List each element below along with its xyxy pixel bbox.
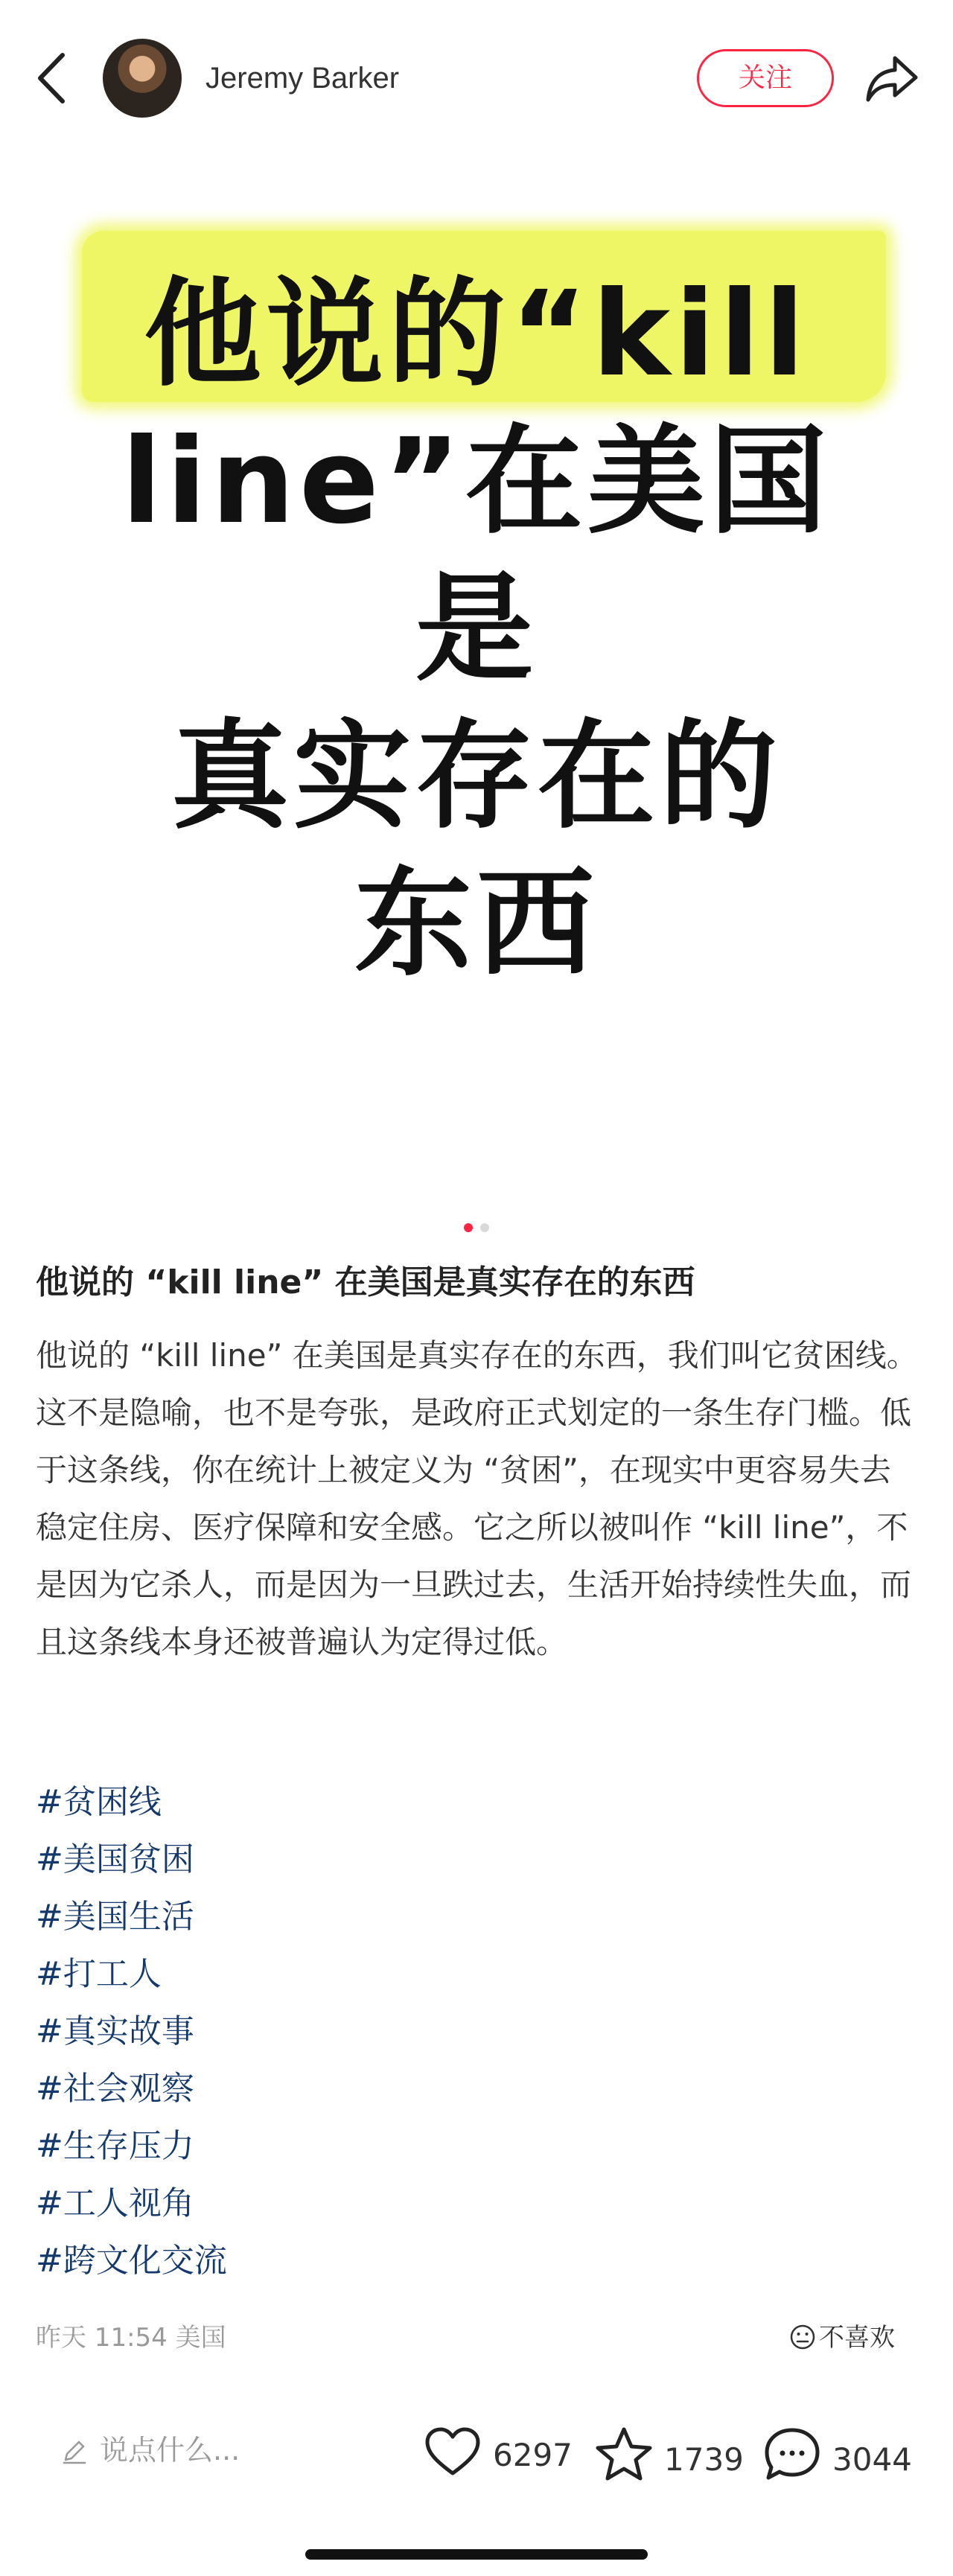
cover-title-line: 真实存在的 xyxy=(171,708,782,845)
avatar[interactable] xyxy=(103,39,182,118)
heart-icon xyxy=(423,2426,482,2478)
carousel-dot xyxy=(480,1223,489,1232)
cover-title-line: line”在美国是 xyxy=(121,413,832,698)
home-indicator[interactable] xyxy=(305,2549,648,2560)
comment-count: 3044 xyxy=(832,2441,912,2478)
like-button[interactable] xyxy=(423,2426,573,2475)
hashtag-link[interactable]: #工人视角 xyxy=(36,2184,194,2222)
dislike-button[interactable] xyxy=(789,2320,895,2356)
post-meta: 昨天 11:54 美国 xyxy=(36,2323,226,2353)
comment-input[interactable] xyxy=(60,2426,357,2475)
hashtag-link[interactable]: #打工人 xyxy=(36,1955,162,1993)
cover-image[interactable] xyxy=(0,156,953,1214)
share-icon[interactable] xyxy=(862,49,922,109)
post-title: 他说的 “kill line” 在美国是真实存在的东西 xyxy=(36,1263,695,1301)
post-body: 他说的 “kill line” 在美国是真实存在的东西，我们叫它贫困线。这不是隐喻，也不是夸张，是政府正式划定的一条生存门槛。低于这条线，你在统计上被定义为 “贫困”，在现实中更容易失去稳定住房、医疗保障和安全感。它之所以被叫作 “kill line”，不是因为它杀人，而是因为一旦跌过去，生活开始持续性失血，而且这条线本身还被普遍认为定得过低。 xyxy=(36,1337,918,1660)
comment-bubble-icon xyxy=(762,2426,822,2482)
hashtag-link[interactable]: #生存压力 xyxy=(36,2127,194,2165)
bottom-action-bar xyxy=(0,2397,953,2502)
hashtag-list xyxy=(36,1773,631,2289)
cover-title-line: 他说的“kill xyxy=(144,266,809,403)
follow-button[interactable]: 关注 xyxy=(697,49,834,107)
hashtag-link[interactable]: #跨文化交流 xyxy=(36,2242,227,2280)
like-count: 6297 xyxy=(493,2437,573,2473)
comment-placeholder: 说点什么... xyxy=(100,2434,240,2467)
hashtag-link[interactable]: #美国贫困 xyxy=(36,1840,194,1878)
comment-button[interactable] xyxy=(762,2426,912,2478)
dislike-label: 不喜欢 xyxy=(819,2323,895,2353)
pencil-icon xyxy=(60,2438,88,2466)
author-name[interactable]: Jeremy Barker xyxy=(205,62,400,95)
carousel-indicator xyxy=(0,1221,953,1236)
cover-title xyxy=(104,261,849,998)
hashtag-link[interactable]: #社会观察 xyxy=(36,2070,194,2108)
star-icon xyxy=(594,2426,654,2482)
hashtag-link[interactable]: #贫困线 xyxy=(36,1783,162,1821)
top-bar xyxy=(0,0,953,156)
cover-title-line: 东西 xyxy=(354,855,599,992)
carousel-dot-active xyxy=(464,1223,473,1232)
collect-button[interactable] xyxy=(594,2426,744,2478)
collect-count: 1739 xyxy=(664,2441,744,2478)
hashtag-link[interactable]: #美国生活 xyxy=(36,1898,194,1936)
meh-face-icon xyxy=(789,2324,816,2350)
hashtag-link[interactable]: #真实故事 xyxy=(36,2012,194,2050)
back-arrow-icon[interactable] xyxy=(30,45,74,112)
